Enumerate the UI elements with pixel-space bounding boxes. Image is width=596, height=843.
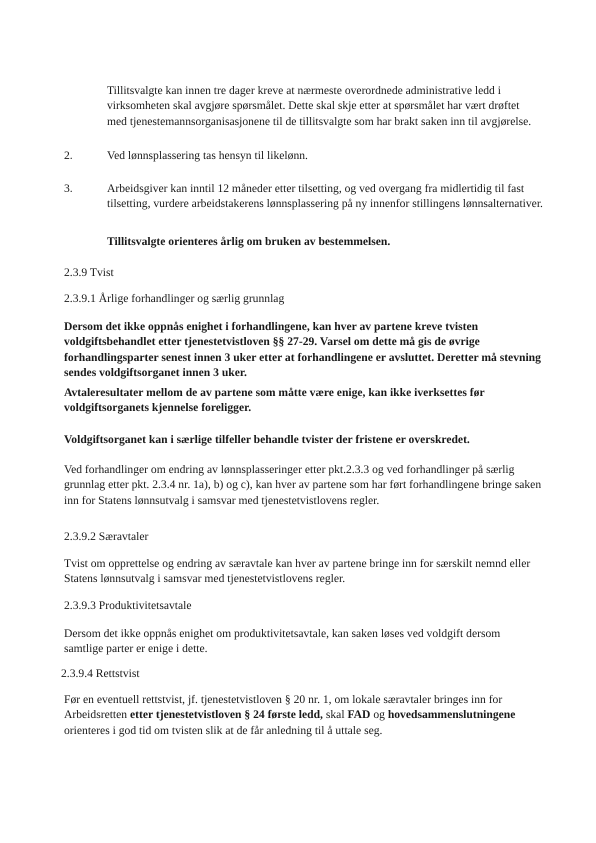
paragraph-tillitsvalgte-kreve: Tillitsvalgte kan innen tre dager kreve at nærmeste overordnede administrative ledd i virksomheten skal avgjøre spørsmålet. Dette skal skje etter at spørsmålet har vært drøftet med tjenestemannsorganisasjonene til de tillitsvalgte som har brakt saken inn til avgjørelse. (107, 84, 532, 128)
paragraph-forhandlinger: Ved forhandlinger om endring av lønnsplasseringer etter pkt.2.3.3 og ved forhandlinger på særlig grunnlag etter pkt. 2.3.4 nr. 1a), b) og c), kan hver av partene som har ført forhandlingene bringe saken inn for Statens lønnsutvalg i samsvar med tjenestetvistlovens regler. (64, 463, 542, 507)
heading-2-3-9-4: 2.3.9.4 Rettstvist (61, 667, 140, 680)
heading-2-3-9-3: 2.3.9.3 Produktivitetsavtale (64, 599, 192, 612)
heading-2-3-9: 2.3.9 Tvist (64, 266, 114, 279)
rettstvist-text-fad: FAD (347, 708, 371, 722)
rettstvist-text-c: skal (322, 708, 348, 722)
heading-2-3-9-1: 2.3.9.1 Årlige forhandlinger og særlig grunnlag (64, 292, 285, 305)
paragraph-rettstvist (64, 692, 542, 738)
bold-paragraph-voldgiftsorganet: Voldgiftsorganet kan i særlige tilfeller behandle tvister der fristene er overskredet. (64, 433, 470, 446)
bold-paragraph-voldgift: Dersom det ikke oppnås enighet i forhandlingene, kan hver av partene kreve tvisten voldgiftsbehandlet etter tjenestetvistloven §§ 27-29. Varsel om dette må gis de øvrige forhandlingsparter senest innen 3 uker etter at forhandlingene er avsluttet. Deretter må stevning sendes voldgiftsorganet innen 3 uker. (64, 320, 541, 380)
list-item-3: Arbeidsgiver kan inntil 12 måneder etter tilsetting, og ved overgang fra midlertidig til fast tilsetting, vurdere arbeidstakerens lønnsplassering på ny innenfor stillingens lønnsalternativer. (107, 182, 543, 211)
heading-2-3-9-2: 2.3.9.2 Særavtaler (64, 530, 149, 543)
bold-info-paragraph: Tillitsvalgte orienteres årlig om bruken av bestemmelsen. (107, 235, 391, 248)
bold-paragraph-avtaleresultater: Avtaleresultater mellom de av partene som måtte være enige, kan ikke iverksettes før voldgiftsorganets kjennelse foreligger. (64, 386, 485, 415)
rettstvist-text-hovedsammenslutningene: hovedsammenslutningene (387, 708, 516, 722)
list-number-2: 2. (64, 149, 73, 162)
list-item-2: Ved lønnsplassering tas hensyn til likelønn. (107, 149, 308, 162)
paragraph-saeravtaler: Tvist om opprettelse og endring av særavtale kan hver av partene bringe inn for særskilt nemnd eller Statens lønnsutvalg i samsvar med tjenestetvistlovens regler. (64, 557, 531, 586)
rettstvist-text-a: Før en eventuell rettstvist, jf. tjenestetvistloven § 20 nr. 1, om lokale særavtaler bringes inn for Arbeidsretten (64, 693, 503, 722)
rettstvist-text-g: orienteres i god tid om tvisten slik at de får anledning til å uttale seg. (64, 723, 383, 737)
list-number-3: 3. (64, 182, 73, 195)
rettstvist-text-e: og (370, 708, 388, 722)
paragraph-produktivitetsavtale: Dersom det ikke oppnås enighet om produktivitetsavtale, kan saken løses ved voldgift dersom samtlige parter er enige i dette. (64, 627, 501, 656)
rettstvist-text-b: etter tjenestetvistloven § 24 første ledd, (130, 708, 323, 722)
